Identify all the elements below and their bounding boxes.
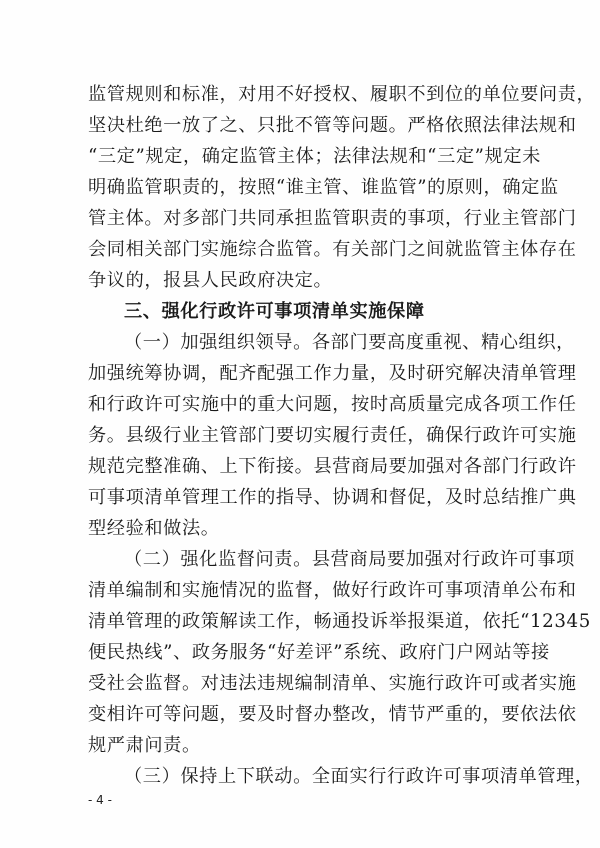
text-line: 管主体。对多部门共同承担监管职责的事项，行业主管部门 [88,208,577,229]
text-line: 型经验和做法。 [88,518,220,539]
section-heading: 三、强化行政许可事项清单实施保障 [124,301,425,322]
text-line: 可事项清单管理工作的指导、协调和督促，及时总结推广典 [88,487,577,508]
text-line: 会同相关部门实施综合监管。有关部门之间就监管主体存在 [88,239,577,260]
text-line: 规范完整准确、上下衔接。县营商局要加强对各部门行政许 [88,456,577,477]
text-line: 坚决杜绝一放了之、只批不管等问题。严格依照法律法规和 [88,115,577,136]
text-line: 监管规则和标准，对用不好授权、履职不到位的单位要问责， [88,84,596,105]
text-line: 加强统筹协调，配齐配强工作力量，及时研究解决清单管理 [88,363,577,384]
text-line: 争议的，报县人民政府决定。 [88,270,333,291]
text-line: 务。县级行业主管部门要切实履行责任，确保行政许可实施 [88,425,577,446]
paragraph-start: （三）保持上下联动。全面实行行政许可事项清单管理， [124,766,594,787]
text-line: 规严肃问责。 [88,735,201,756]
text-line: 变相许可等问题，要及时督办整改，情节严重的，要依法依 [88,704,577,725]
text-line: “三定”规定，确定监管主体；法律法规和“三定”规定未 [88,146,541,167]
paragraph-start: （二）强化监督问责。县营商局要加强对行政许可事项 [124,549,575,570]
text-line: 清单管理的政策解读工作，畅通投诉举报渠道，依托“12345 [88,611,591,632]
text-line: 受社会监督。对违法违规编制清单、实施行政许可或者实施 [88,673,577,694]
paragraph-start: （一）加强组织领导。各部门要高度重视、精心组织， [124,332,575,353]
text-line: 便民热线”、政务服务“好差评”系统、政府门户网站等接 [88,642,550,663]
text-line: 清单编制和实施情况的监督，做好行政许可事项清单公布和 [88,580,577,601]
text-line: 明确监管职责的，按照“谁主管、谁监管”的原则，确定监 [88,177,559,198]
text-line: 和行政许可实施中的重大问题，按时高质量完成各项工作任 [88,394,577,415]
page-number: - 4 - [88,793,112,807]
